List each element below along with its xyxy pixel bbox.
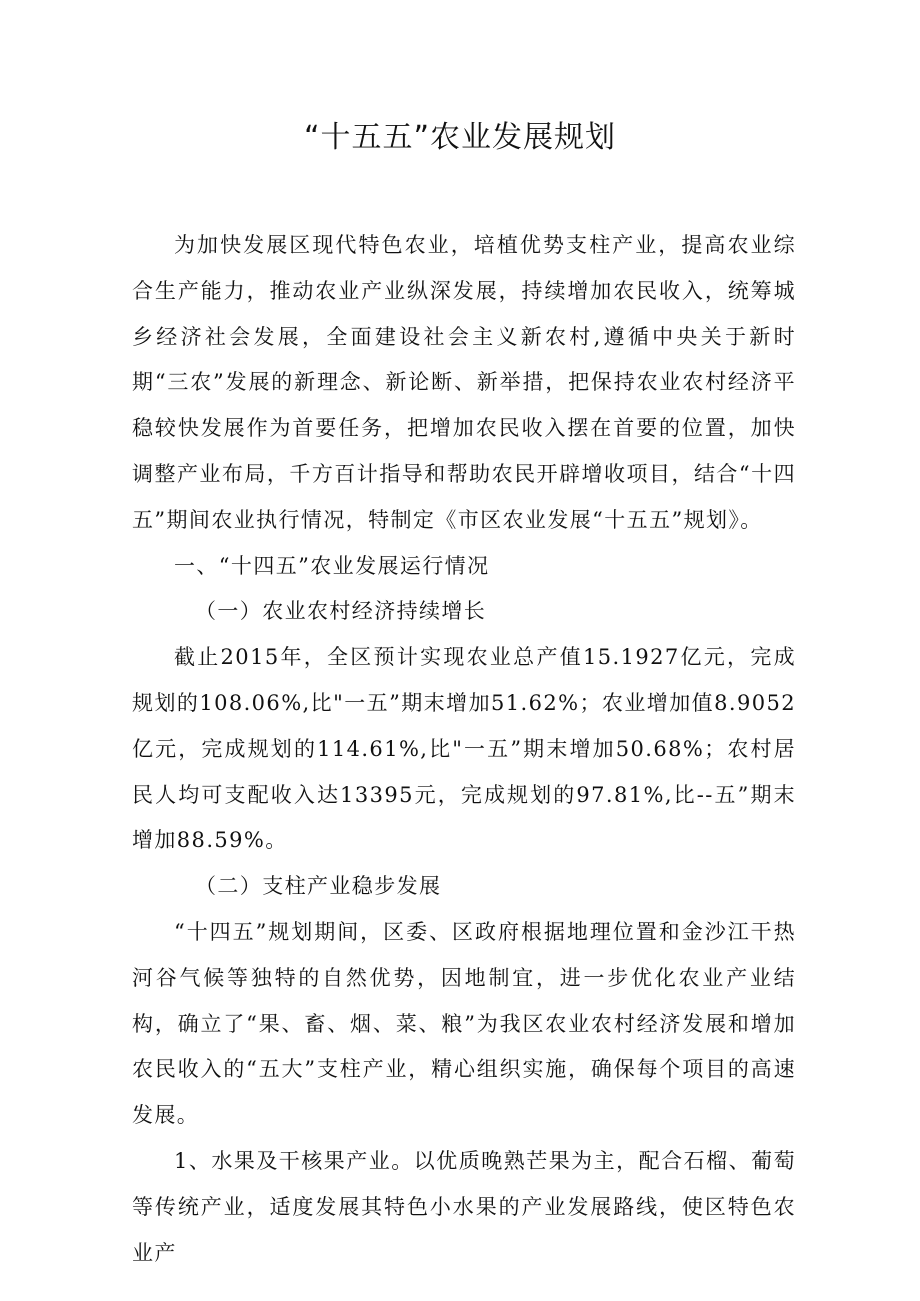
subsection-paragraph-1: 截止2015年，全区预计实现农业总产值15.1927亿元，完成规划的108.06%,比"一五”期末增加51.62%；农业增加值8.9052亿元，完成规划的114.61%,比"一五”期末增加50.68%；农村居民人均可支配收入达13395元，完成规划的97.81%,比--五”期末增加88.59%。 [132, 645, 796, 853]
subsection-heading-2: （二）支柱产业稳步发展 [195, 874, 442, 899]
subsection-paragraph-2: “十四五”规划期间，区委、区政府根据地理位置和金沙江干热河谷气候等独特的自然优势，因地制宜，进一步优化农业产业结构，确立了“果、畜、烟、菜、粮”为我区农业农村经济发展和增加农民收入的“五大”支柱产业，精心组织实施，确保每个项目的高速发展。 [132, 919, 796, 1128]
document-title: “十五五”农业发展规划 [303, 120, 617, 155]
section-heading-1: 一、“十四五”农业发展运行情况 [174, 553, 490, 578]
intro-paragraph: 为加快发展区现代特色农业，培植优势支柱产业，提高农业综合生产能力，推动农业产业纵深发展，持续增加农民收入，统筹城乡经济社会发展，全面建设社会主义新农村,遵循中央关于新时期“三农”发展的新理念、新论断、新举措，把保持农业农村经济平稳较快发展作为首要任务，把增加农民收入摆在首要的位置，加快调整产业布局，千方百计指导和帮助农民开辟增收项目，结合“十四五”期间农业执行情况，特制定《市区农业发展“十五五”规划》。 [132, 233, 796, 532]
subsection-heading-1: （一）农业农村经济持续增长 [195, 599, 487, 624]
document-body [132, 223, 796, 1276]
item-paragraph-1: 1、水果及干核果产业。以优质晚熟芒果为主，配合石榴、葡萄等传统产业，适度发展其特色小水果的产业发展路线，使区特色农业产 [132, 1148, 796, 1265]
